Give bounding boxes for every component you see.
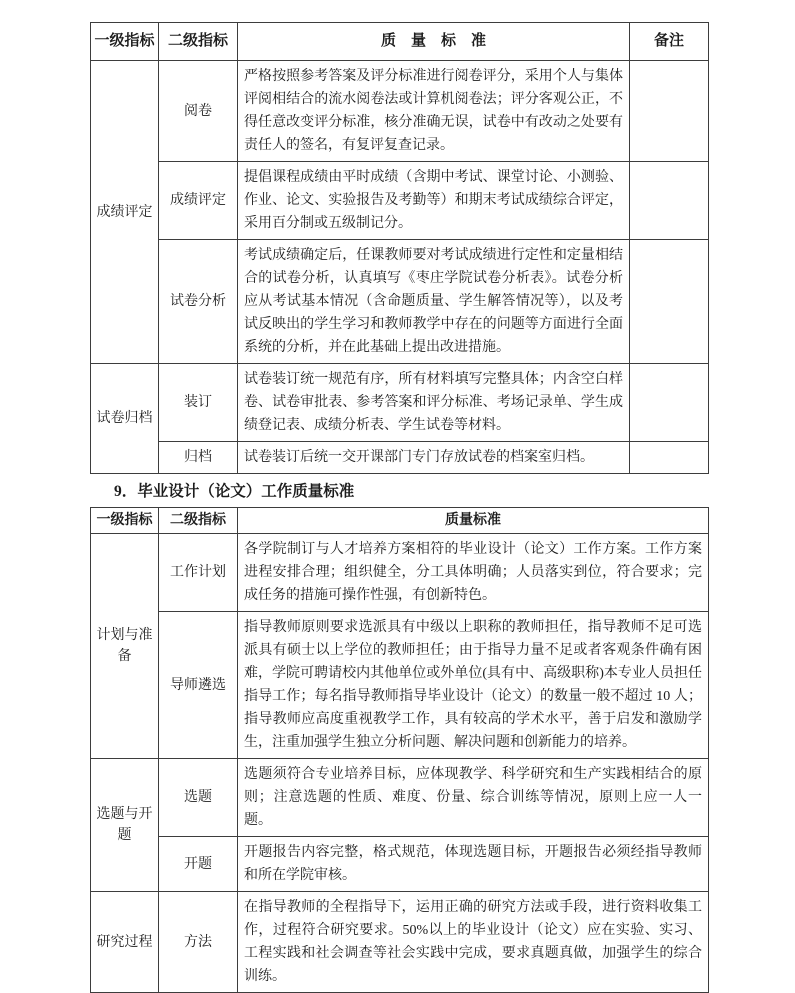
level2-cell: 选题 xyxy=(159,759,238,837)
standard-cell: 开题报告内容完整，格式规范，体现选题目标，开题报告必须经指导教师和所在学院审核。 xyxy=(238,837,709,892)
header-level1-indicator: 一级指标 xyxy=(91,23,159,61)
standard-cell: 在指导教师的全程指导下，运用正确的研究方法或手段，进行资料收集工作，过程符合研究要求。50%以上的毕业设计（论文）应在实验、实习、工程实践和社会调查等社会实践中完成，要求真题真做，加强学生的综合训练。 xyxy=(238,892,709,993)
level2-cell: 装订 xyxy=(159,364,238,442)
level2-cell: 工作计划 xyxy=(159,534,238,612)
level2-cell: 开题 xyxy=(159,837,238,892)
header-level2-indicator: 二级指标 xyxy=(159,23,238,61)
section-heading: 9．毕业设计（论文）工作质量标准 xyxy=(114,483,355,500)
level2-cell: 导师遴选 xyxy=(159,612,238,759)
header-quality-standard: 质量标准 xyxy=(238,508,709,534)
standard-cell: 考试成绩确定后，任课教师要对考试成绩进行定性和定量相结合的试卷分析，认真填写《枣庄学院试卷分析表》。试卷分析应从考试基本情况（含命题质量、学生解答情况等），以及考试反映出的学生学习和教师教学中存在的问题等方面进行全面系统的分析，并在此基础上提出改进措施。 xyxy=(238,240,630,364)
table-row xyxy=(91,612,709,759)
level2-cell: 归档 xyxy=(159,442,238,474)
standard-cell: 选题须符合专业培养目标，应体现教学、科学研究和生产实践相结合的原则；注意选题的性质、难度、份量、综合训练等情况，原则上应一人一题。 xyxy=(238,759,709,837)
level1-cell: 成绩评定 xyxy=(91,61,159,364)
level2-cell: 成绩评定 xyxy=(159,162,238,240)
standard-cell: 试卷装订后统一交开课部门专门存放试卷的档案室归档。 xyxy=(238,442,630,474)
standard-cell: 指导教师原则要求选派具有中级以上职称的教师担任，指导教师不足可选派具有硕士以上学位的教师担任；由于指导力量不足或者客观条件确有困难，学院可聘请校内其他单位或外单位(具有中、高级职称)本专业人员担任指导工作；每名指导教师指导毕业设计（论文）的数量一般不超过 10 人；指导教师应高度重视教学工作，具有较高的学术水平，善于启发和激励学生，注重加强学生独立分析问题、解决问题和创新能力的培养。 xyxy=(238,612,709,759)
table-row xyxy=(91,892,709,993)
table-row xyxy=(91,759,709,837)
level2-cell: 方法 xyxy=(159,892,238,993)
header-level2-indicator: 二级指标 xyxy=(159,508,238,534)
remarks-cell xyxy=(630,61,709,162)
level1-cell: 选题与开题 xyxy=(91,759,159,892)
table-row xyxy=(91,240,709,364)
level2-cell: 试卷分析 xyxy=(159,240,238,364)
header-remarks: 备注 xyxy=(630,23,709,61)
exam-grading-table xyxy=(90,22,709,474)
remarks-cell xyxy=(630,442,709,474)
header-quality-standard: 质 量 标 准 xyxy=(238,23,630,61)
level1-cell: 计划与准备 xyxy=(91,534,159,759)
table-row xyxy=(91,61,709,162)
header-level1-indicator: 一级指标 xyxy=(91,508,159,534)
standard-cell: 试卷装订统一规范有序，所有材料填写完整具体；内含空白样卷、试卷审批表、参考答案和评分标准、考场记录单、学生成绩登记表、成绩分析表、学生试卷等材料。 xyxy=(238,364,630,442)
standard-cell: 各学院制订与人才培养方案相符的毕业设计（论文）工作方案。工作方案进程安排合理；组织健全，分工具体明确；人员落实到位，符合要求；完成任务的措施可操作性强，有创新特色。 xyxy=(238,534,709,612)
table-row xyxy=(91,534,709,612)
level1-cell: 试卷归档 xyxy=(91,364,159,474)
standard-cell: 严格按照参考答案及评分标准进行阅卷评分，采用个人与集体评阅相结合的流水阅卷法或计算机阅卷法；评分客观公正，不得任意改变评分标准，核分准确无误，试卷中有改动之处要有责任人的签名，有复评复查记录。 xyxy=(238,61,630,162)
table1-header-row xyxy=(91,23,709,61)
table2-header-row xyxy=(91,508,709,534)
level2-cell: 阅卷 xyxy=(159,61,238,162)
thesis-quality-table xyxy=(90,507,709,993)
remarks-cell xyxy=(630,364,709,442)
table-row xyxy=(91,442,709,474)
table-row xyxy=(91,162,709,240)
remarks-cell xyxy=(630,162,709,240)
level1-cell: 研究过程 xyxy=(91,892,159,993)
table-row xyxy=(91,837,709,892)
table-row xyxy=(91,364,709,442)
remarks-cell xyxy=(630,240,709,364)
standard-cell: 提倡课程成绩由平时成绩（含期中考试、课堂讨论、小测验、作业、论文、实验报告及考勤等）和期末考试成绩综合评定，采用百分制或五级制记分。 xyxy=(238,162,630,240)
